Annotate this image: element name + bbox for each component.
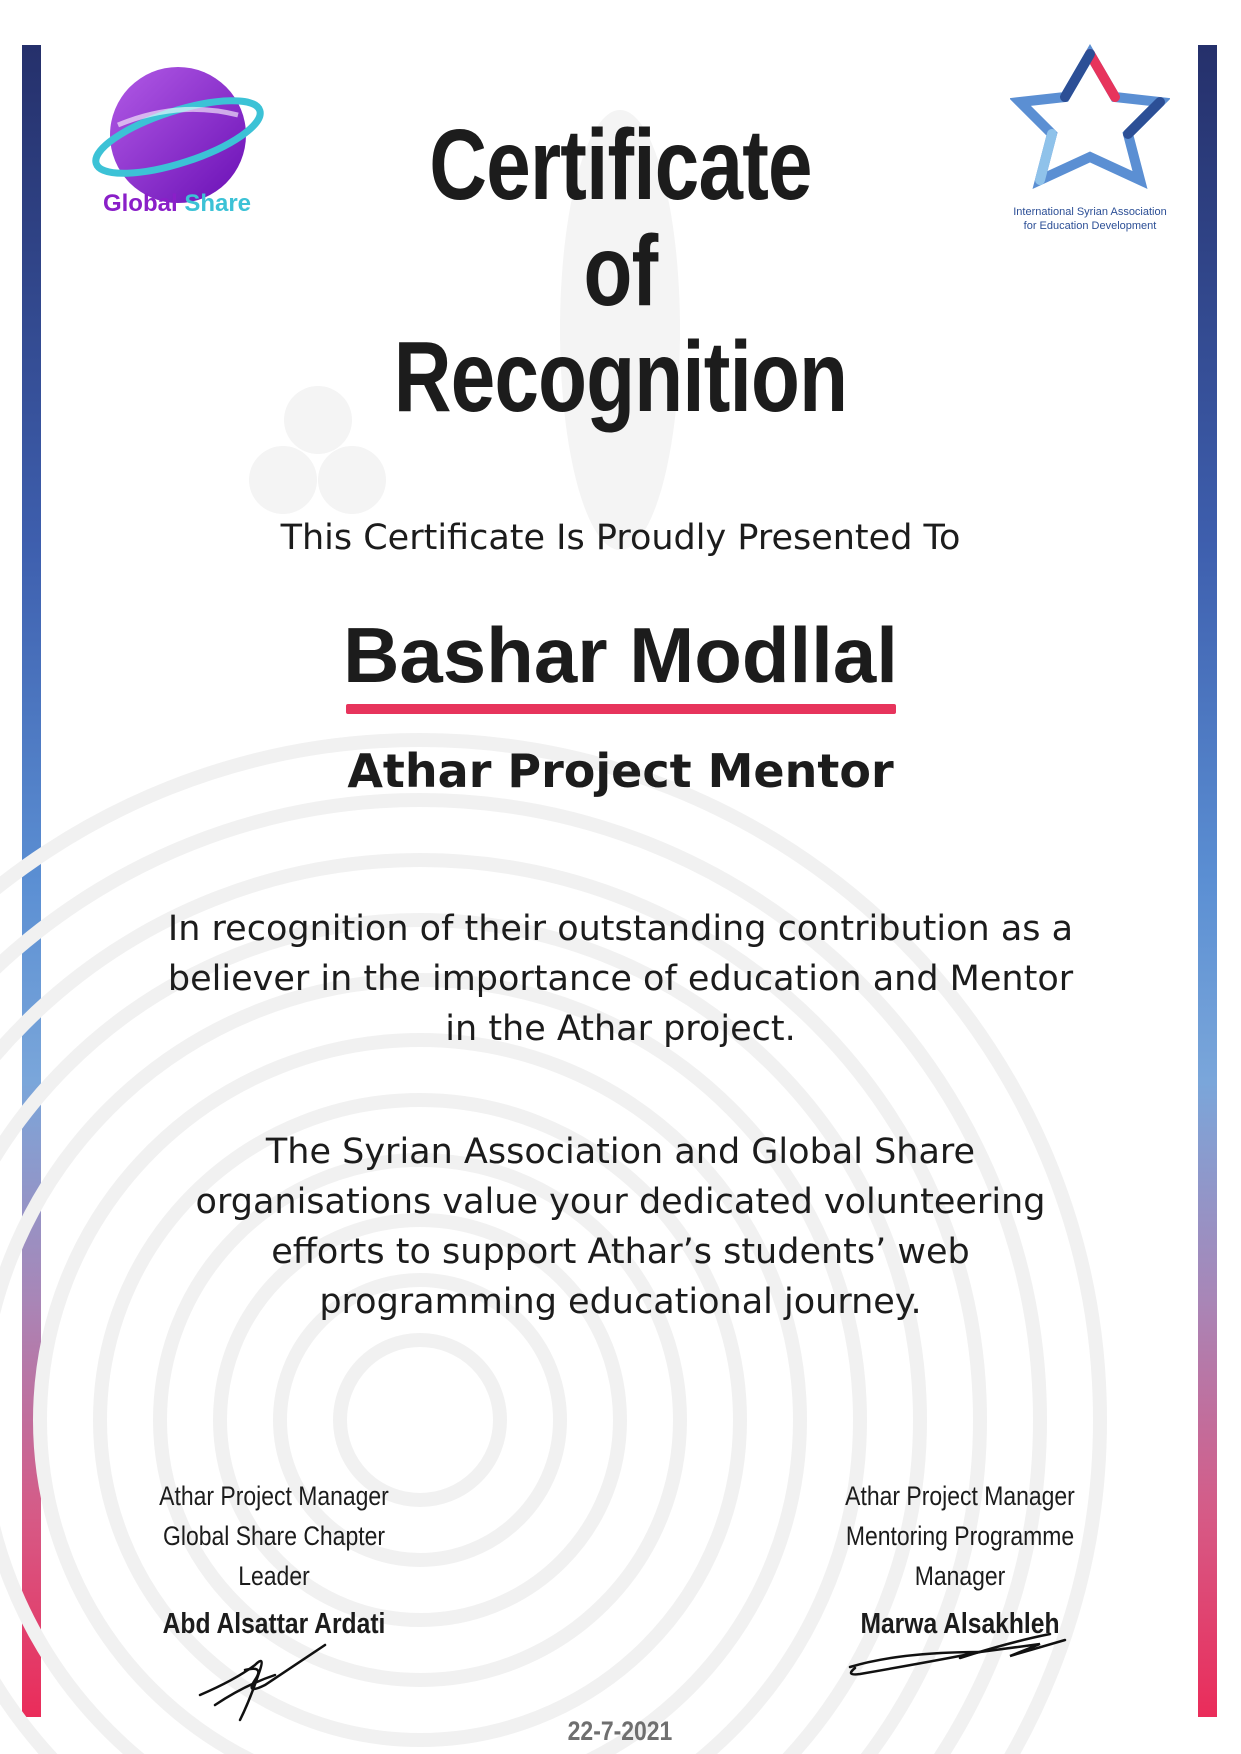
name-underline bbox=[346, 704, 896, 714]
appreciation-paragraph bbox=[110, 1127, 1131, 1327]
signature-left bbox=[195, 1625, 335, 1725]
paragraph2-line-2: organisations value your dedicated volunteering bbox=[195, 1182, 1046, 1222]
title-line-1: Certificate bbox=[429, 109, 812, 221]
paragraph2-line-3: efforts to support Athar’s students’ web bbox=[271, 1232, 970, 1272]
recipient-name: Bashar Modllal bbox=[343, 611, 898, 699]
isa-line-1: International Syrian Association bbox=[1013, 206, 1167, 218]
star-knot-icon bbox=[1010, 42, 1170, 192]
signatory-left bbox=[100, 1476, 448, 1641]
paragraph1-line-3: in the Athar project. bbox=[445, 1009, 796, 1049]
title-line-2: of bbox=[583, 215, 658, 327]
isa-wordmark bbox=[985, 205, 1195, 233]
presented-to-text: This Certificate Is Proudly Presented To bbox=[280, 518, 961, 558]
signatory-left-title-2: Global Share Chapter Leader bbox=[163, 1521, 385, 1591]
global-share-text-2: Share bbox=[184, 190, 252, 217]
paragraph2-line-4: programming educational journey. bbox=[319, 1282, 922, 1322]
signatory-right bbox=[770, 1476, 1150, 1641]
signatory-right-title-1: Athar Project Manager bbox=[845, 1481, 1075, 1511]
paragraph1-line-1: In recognition of their outstanding contribution as a bbox=[167, 909, 1074, 949]
title-line-3: Recognition bbox=[393, 321, 848, 433]
signature-right bbox=[840, 1622, 1070, 1682]
paragraph1-line-2: believer in the importance of education and Mentor bbox=[167, 959, 1074, 999]
paragraph2-line-1: The Syrian Association and Global Share bbox=[265, 1132, 976, 1172]
signatory-right-name: Marwa Alsakhleh bbox=[860, 1608, 1060, 1640]
recipient-role: Athar Project Mentor bbox=[347, 744, 894, 798]
global-share-wordmark bbox=[60, 190, 294, 218]
certificate-title bbox=[364, 109, 877, 433]
recognition-paragraph bbox=[110, 904, 1131, 1054]
signatory-left-name: Abd Alsattar Ardati bbox=[162, 1608, 386, 1640]
certificate-date: 22-7-2021 bbox=[567, 1716, 673, 1746]
global-share-text-1: Global bbox=[102, 190, 178, 217]
signatory-right-title-2: Mentoring Programme Manager bbox=[845, 1521, 1075, 1591]
signatory-left-title-1: Athar Project Manager bbox=[159, 1481, 389, 1511]
isa-line-2: for Education Development bbox=[1023, 220, 1157, 232]
